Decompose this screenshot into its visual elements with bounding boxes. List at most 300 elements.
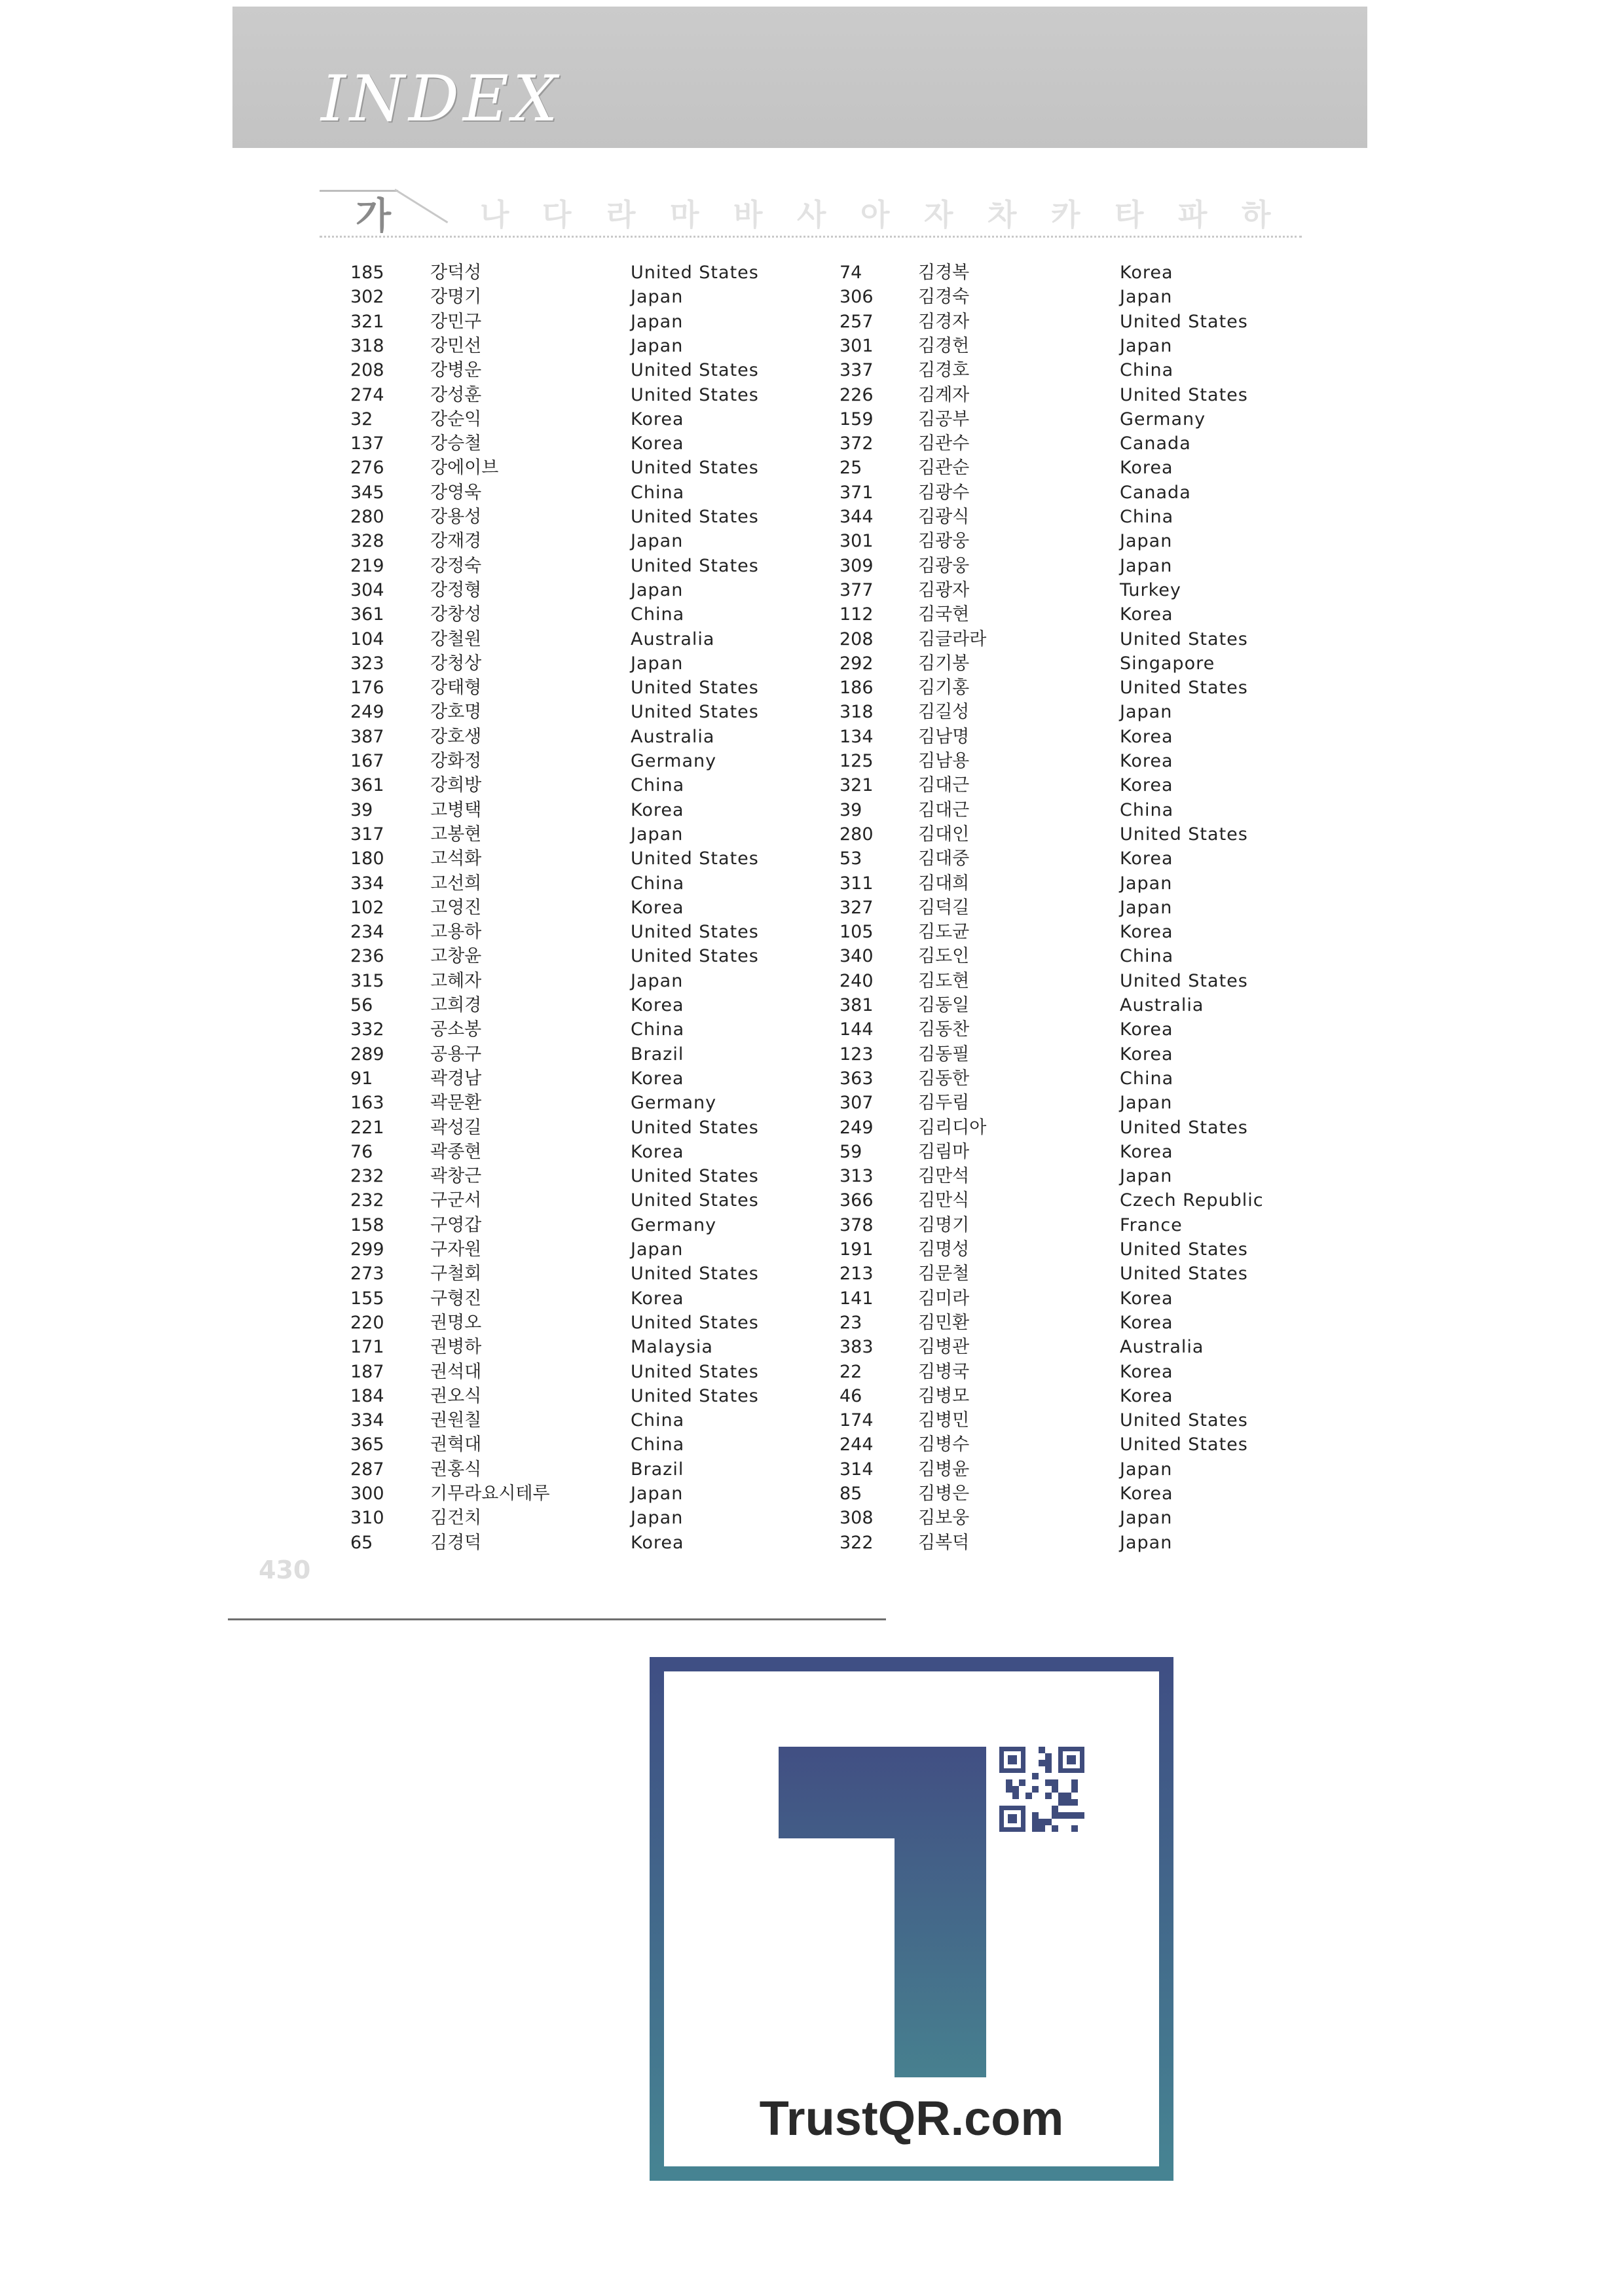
entry-number: 308 [840,1508,874,1529]
entry-number: 280 [840,824,874,845]
letter-tab-1[interactable]: 가 [356,195,392,238]
entry-country: China [631,775,685,796]
entry-number: 174 [840,1410,874,1431]
entry-name: 고창윤 [430,946,482,967]
entry-name: 김관순 [918,458,970,479]
entry-number: 292 [840,653,874,674]
entry-country: Canada [1120,482,1191,503]
entry-number: 274 [350,384,384,405]
entry-name: 김병윤 [918,1459,970,1480]
entry-country: Korea [631,897,684,918]
entry-number: 158 [350,1214,384,1235]
entry-country: Japan [631,1508,684,1529]
entry-country: Korea [1120,1288,1173,1309]
entry-name: 강승철 [430,433,482,454]
entry-country: Korea [631,1288,684,1309]
entry-country: United States [631,678,759,699]
letter-tab-5[interactable]: 마 [670,197,699,232]
entry-name: 권혁대 [430,1434,482,1455]
entry-number: 102 [350,897,384,918]
entry-country: United States [1120,1117,1248,1138]
entry-number: 361 [350,604,384,625]
entry-number: 306 [840,287,874,308]
entry-number: 23 [840,1312,862,1333]
entry-country: Japan [631,335,684,356]
entry-name: 김남명 [918,726,970,747]
entry-number: 317 [350,824,384,845]
entry-number: 321 [350,311,384,332]
entry-name: 김길성 [918,702,970,723]
entry-number: 280 [350,507,384,527]
entry-country: Japan [1120,335,1173,356]
entry-number: 249 [840,1117,874,1138]
entry-number: 321 [840,775,874,796]
entry-name: 강호생 [430,726,482,747]
entry-name: 김계자 [918,384,970,405]
entry-name: 강철원 [430,629,482,649]
entry-number: 220 [350,1312,384,1333]
entry-country: Korea [631,1141,684,1162]
entry-country: France [1120,1214,1183,1235]
entry-name: 김경덕 [430,1532,482,1553]
entry-name: 기무라요시테루 [430,1484,550,1504]
entry-country: Korea [1120,751,1173,771]
entry-number: 171 [350,1337,384,1358]
entry-country: United States [1120,629,1248,649]
entry-number: 105 [840,922,874,943]
entry-number: 249 [350,702,384,723]
entry-number: 184 [350,1385,384,1406]
entry-name: 김도인 [918,946,970,967]
entry-country: Turkey [1120,579,1181,600]
entry-country: Australia [1120,1337,1204,1358]
entry-name: 구영갑 [430,1214,482,1235]
entry-name: 김명기 [918,1214,970,1235]
entry-number: 334 [350,873,384,894]
entry-country: Japan [631,287,684,308]
entry-name: 강성훈 [430,384,482,405]
entry-number: 378 [840,1214,874,1235]
entry-country: China [1120,799,1174,820]
entry-country: China [1120,360,1174,381]
entry-country: China [631,1434,685,1455]
entry-number: 299 [350,1239,384,1260]
entry-number: 366 [840,1190,874,1211]
entry-number: 208 [840,629,874,649]
entry-number: 377 [840,579,874,600]
entry-country: United States [631,946,759,967]
entry-number: 46 [840,1385,862,1406]
entry-country: United States [1120,1434,1248,1455]
entry-name: 곽문환 [430,1093,482,1114]
letter-tab-12[interactable]: 타 [1115,197,1144,232]
entry-country: Korea [1120,1141,1173,1162]
entry-name: 김리디아 [918,1117,987,1138]
entry-name: 강에이브 [430,458,499,479]
entry-country: Canada [1120,433,1191,454]
entry-number: 300 [350,1484,384,1504]
entry-number: 141 [840,1288,874,1309]
entry-country: Japan [631,970,684,991]
entry-country: Japan [1120,702,1173,723]
entry-country: Korea [631,433,684,454]
entry-country: United States [631,1264,759,1285]
entry-country: Korea [1120,1019,1173,1040]
entry-name: 김도현 [918,970,970,991]
entry-country: China [631,604,685,625]
entry-country: Korea [1120,922,1173,943]
entry-country: United States [631,384,759,405]
entry-number: 340 [840,946,874,967]
entry-number: 365 [350,1434,384,1455]
entry-number: 311 [840,873,874,894]
entry-country: Germany [631,1093,717,1114]
entry-number: 289 [350,1044,384,1065]
entry-country: Japan [631,579,684,600]
entry-name: 김광웅 [918,555,970,576]
entry-country: Korea [1120,726,1173,747]
entry-name: 강태형 [430,678,482,699]
entry-country: United States [631,848,759,869]
entry-number: 137 [350,433,384,454]
entry-country: United States [1120,1264,1248,1285]
entry-number: 213 [840,1264,874,1285]
entry-name: 김대인 [918,824,970,845]
letter-tab-13[interactable]: 파 [1178,197,1208,232]
qr-code-icon [999,1747,1084,1832]
entry-name: 김광웅 [918,531,970,552]
entry-name: 공소봉 [430,1019,482,1040]
entry-name: 고선희 [430,873,482,894]
entry-name: 고희경 [430,995,482,1015]
entry-name: 구형진 [430,1288,482,1309]
entry-name: 김관수 [918,433,970,454]
entry-number: 328 [350,531,384,552]
entry-country: Korea [631,799,684,820]
entry-country: Japan [1120,531,1173,552]
entry-number: 244 [840,1434,874,1455]
letter-tab-6[interactable]: 바 [733,197,763,232]
entry-number: 134 [840,726,874,747]
entry-country: China [631,1410,685,1431]
entry-name: 김문철 [918,1264,970,1285]
letter-tab-7[interactable]: 사 [797,197,826,232]
entry-country: United States [631,1166,759,1187]
entry-number: 345 [350,482,384,503]
entry-country: Japan [631,824,684,845]
entry-country: Japan [1120,1166,1173,1187]
letter-tab-8[interactable]: 아 [860,197,890,232]
entry-country: United States [631,1312,759,1333]
entry-country: China [631,1019,685,1040]
entry-country: United States [1120,1239,1248,1260]
entry-name: 김남용 [918,751,970,771]
entry-name: 김경복 [918,263,970,283]
entry-number: 287 [350,1459,384,1480]
entry-name: 곽경남 [430,1068,482,1089]
letter-tab-10[interactable]: 차 [987,197,1017,232]
entry-number: 361 [350,775,384,796]
entry-country: United States [1120,970,1248,991]
entry-number: 344 [840,507,874,527]
index-banner [232,7,1367,148]
entry-number: 56 [350,995,373,1015]
entry-country: Korea [1120,1361,1173,1382]
entry-name: 김광식 [918,507,970,527]
entry-name: 김대희 [918,873,970,894]
letter-tab-2[interactable]: 나 [480,197,509,232]
entry-country: United States [631,1385,759,1406]
entry-name: 강창성 [430,604,482,625]
entry-country: China [631,482,685,503]
entry-name: 김국현 [918,604,970,625]
entry-number: 309 [840,555,874,576]
entry-number: 176 [350,678,384,699]
entry-name: 김덕길 [918,897,970,918]
page-number: 430 [259,1556,311,1584]
entry-name: 김미라 [918,1288,970,1309]
nav-diagonal-line [394,189,448,223]
entry-country: United States [1120,311,1248,332]
entry-country: Japan [1120,287,1173,308]
entry-number: 301 [840,531,874,552]
entry-number: 22 [840,1361,862,1382]
entry-name: 김동찬 [918,1019,970,1040]
entry-country: Korea [1120,1312,1173,1333]
entry-number: 39 [350,799,373,820]
entry-number: 310 [350,1508,384,1529]
entry-number: 304 [350,579,384,600]
entry-country: United States [631,702,759,723]
entry-number: 318 [840,702,874,723]
entry-name: 곽성길 [430,1117,482,1138]
entry-number: 25 [840,458,862,479]
entry-number: 383 [840,1337,874,1358]
entry-country: Korea [1120,604,1173,625]
entry-number: 186 [840,678,874,699]
entry-country: Korea [1120,263,1173,283]
letter-tab-3[interactable]: 다 [542,197,572,232]
entry-name: 고봉현 [430,824,482,845]
entry-number: 112 [840,604,874,625]
entry-number: 314 [840,1459,874,1480]
entry-name: 강병운 [430,360,482,381]
entry-country: Singapore [1120,653,1215,674]
entry-name: 강재경 [430,531,482,552]
letter-tab-4[interactable]: 라 [606,197,636,232]
entry-number: 381 [840,995,874,1015]
entry-name: 김경헌 [918,335,970,356]
entry-country: Korea [1120,1484,1173,1504]
entry-name: 김공부 [918,409,970,429]
entry-country: Japan [631,531,684,552]
entry-country: Brazil [631,1459,684,1480]
entry-name: 김광수 [918,482,970,503]
entry-number: 323 [350,653,384,674]
entry-country: Germany [1120,409,1206,429]
entry-name: 강명기 [430,287,482,308]
letter-tab-9[interactable]: 자 [924,197,953,232]
entry-name: 강순익 [430,409,482,429]
entry-country: Japan [1120,1532,1173,1553]
entry-name: 강희방 [430,775,482,796]
entry-number: 155 [350,1288,384,1309]
entry-name: 강민구 [430,311,482,332]
entry-name: 김글라라 [918,629,987,649]
entry-country: China [631,873,685,894]
entry-number: 159 [840,409,874,429]
entry-name: 김대근 [918,775,970,796]
entry-name: 김민환 [918,1312,970,1333]
entry-number: 302 [350,287,384,308]
entry-name: 김보웅 [918,1508,970,1529]
entry-name: 김건치 [430,1508,482,1529]
entry-number: 76 [350,1141,373,1162]
entry-country: United States [631,1190,759,1211]
entry-number: 123 [840,1044,874,1065]
entry-number: 337 [840,360,874,381]
entry-name: 김경호 [918,360,970,381]
entry-name: 강호명 [430,702,482,723]
entry-number: 236 [350,946,384,967]
entry-country: United States [1120,678,1248,699]
entry-name: 김만석 [918,1166,970,1187]
entry-name: 김병관 [918,1337,970,1358]
entry-number: 180 [350,848,384,869]
entry-country: United States [631,1117,759,1138]
entry-number: 91 [350,1068,373,1089]
entry-number: 221 [350,1117,384,1138]
entry-name: 권석대 [430,1361,482,1382]
entry-name: 김림마 [918,1141,970,1162]
entry-name: 강덕성 [430,263,482,283]
entry-country: Korea [1120,458,1173,479]
entry-name: 고혜자 [430,970,482,991]
entry-name: 곽종현 [430,1141,482,1162]
entry-number: 39 [840,799,862,820]
entry-country: United States [631,555,759,576]
entry-country: Korea [631,409,684,429]
entry-country: Germany [631,1214,717,1235]
entry-name: 김만식 [918,1190,970,1211]
entry-country: Japan [1120,1459,1173,1480]
entry-country: Czech Republic [1120,1190,1264,1211]
entry-country: Korea [1120,1385,1173,1406]
entry-country: Japan [1120,1508,1173,1529]
entry-number: 240 [840,970,874,991]
logo-text: TrustQR.com [759,2091,1064,2145]
entry-name: 권명오 [430,1312,482,1333]
entry-number: 276 [350,458,384,479]
letter-tab-11[interactable]: 카 [1051,197,1080,232]
entry-name: 김동필 [918,1044,970,1065]
entry-name: 강민선 [430,335,482,356]
entry-country: China [1120,946,1174,967]
entry-country: United States [631,922,759,943]
entry-country: United States [1120,384,1248,405]
entry-name: 공용구 [430,1044,482,1065]
entry-number: 307 [840,1093,874,1114]
entry-name: 강영욱 [430,482,482,503]
entry-country: Korea [631,995,684,1015]
entry-country: Japan [631,311,684,332]
entry-number: 65 [350,1532,373,1553]
entry-country: United States [1120,824,1248,845]
entry-number: 167 [350,751,384,771]
entry-country: China [1120,1068,1174,1089]
entry-name: 강청상 [430,653,482,674]
entry-number: 74 [840,263,862,283]
entry-country: Japan [631,1484,684,1504]
entry-name: 김동한 [918,1068,970,1089]
entry-name: 김동일 [918,995,970,1015]
entry-country: Japan [1120,555,1173,576]
entry-number: 187 [350,1361,384,1382]
entry-number: 185 [350,263,384,283]
entry-country: United States [1120,1410,1248,1431]
entry-number: 371 [840,482,874,503]
entry-number: 363 [840,1068,874,1089]
entry-number: 318 [350,335,384,356]
entry-name: 구철회 [430,1264,482,1285]
entry-name: 김명성 [918,1239,970,1260]
entry-number: 144 [840,1019,874,1040]
entry-number: 322 [840,1532,874,1553]
entry-number: 273 [350,1264,384,1285]
page-title: INDEX [321,62,562,136]
entry-country: Brazil [631,1044,684,1065]
entry-number: 332 [350,1019,384,1040]
entry-name: 구자원 [430,1239,482,1260]
entry-name: 김대근 [918,799,970,820]
entry-country: United States [631,458,759,479]
entry-number: 163 [350,1093,384,1114]
entry-name: 김복덕 [918,1532,970,1553]
entry-country: Japan [1120,897,1173,918]
entry-country: Germany [631,751,717,771]
entry-name: 강용성 [430,507,482,527]
entry-country: United States [631,1361,759,1382]
entry-name: 김병은 [918,1484,970,1504]
entry-name: 곽창근 [430,1166,482,1187]
entry-number: 53 [840,848,862,869]
entry-name: 고영진 [430,897,482,918]
entry-number: 191 [840,1239,874,1260]
entry-country: Korea [1120,848,1173,869]
entry-name: 김도균 [918,922,970,943]
entry-number: 232 [350,1166,384,1187]
entry-name: 김두림 [918,1093,970,1114]
entry-country: United States [631,263,759,283]
entry-number: 232 [350,1190,384,1211]
entry-name: 권오식 [430,1385,482,1406]
entry-name: 고석화 [430,848,482,869]
entry-name: 고용하 [430,922,482,943]
letter-tab-14[interactable]: 하 [1242,197,1271,232]
entry-number: 387 [350,726,384,747]
entry-name: 권홍식 [430,1459,482,1480]
entry-country: Japan [631,1239,684,1260]
entry-country: Australia [1120,995,1204,1015]
entry-number: 313 [840,1166,874,1187]
entry-name: 김병모 [918,1385,970,1406]
entry-number: 208 [350,360,384,381]
entry-country: Japan [631,653,684,674]
entry-number: 226 [840,384,874,405]
entry-number: 257 [840,311,874,332]
entry-name: 김병수 [918,1434,970,1455]
entry-name: 고병택 [430,799,482,820]
